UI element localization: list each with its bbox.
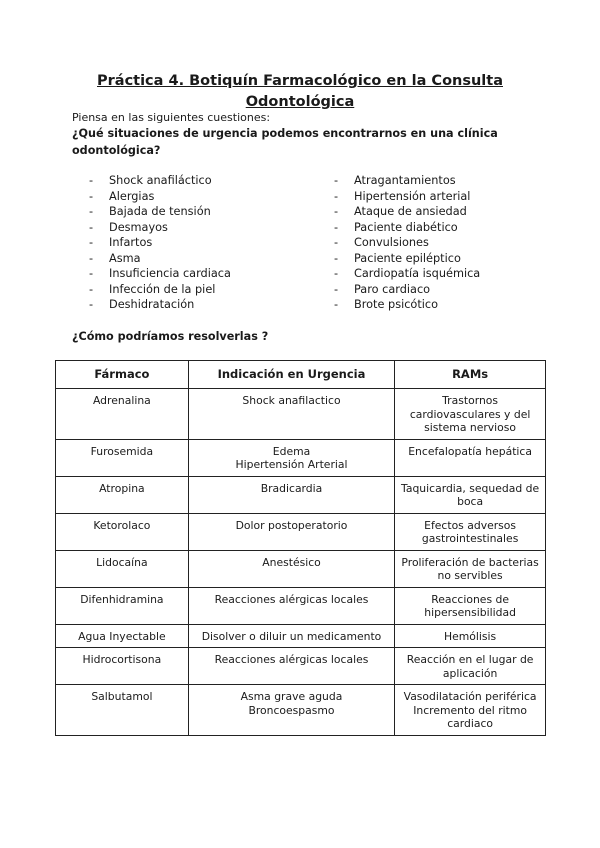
indication-cell (188, 513, 394, 550)
rams-cell-line: Taquicardia, sequedad de (401, 481, 540, 495)
rams-cell-line: Reacción en el lugar de (406, 653, 534, 666)
rams-cell (395, 685, 546, 736)
rams-cell (395, 550, 546, 587)
situation-left-item: - Infección de la piel (89, 282, 231, 298)
table-row (56, 513, 546, 550)
situation-right-item: - Cardiopatía isquémica (334, 266, 480, 282)
drug-cell: Atropina (56, 476, 189, 513)
indication-cell-line: Dolor postoperatorio (235, 518, 348, 532)
header-indication: Indicación en Urgencia (188, 361, 394, 389)
rams-cell (395, 513, 546, 550)
situation-left-item: - Alergias (89, 189, 231, 205)
drug-cell: Salbutamol (56, 685, 189, 736)
rams-cell-line: cardiaco (447, 717, 494, 730)
situation-right-item: - Paciente epiléptico (334, 251, 480, 267)
intro-text: Piensa en las siguientes cuestiones: (72, 111, 271, 124)
table-row (56, 587, 546, 624)
rams-cell-line: Vasodilatación periférica (403, 690, 537, 703)
rams-cell (395, 389, 546, 440)
question-1-line-2: odontológica? (72, 144, 161, 157)
indication-cell-line: Bradicardia (260, 481, 323, 495)
header-rams: RAMs (395, 361, 546, 389)
rams-cell-line: sistema nervioso (424, 421, 517, 434)
drug-cell: Hidrocortisona (56, 648, 189, 685)
drug-cell: Ketorolaco (56, 513, 189, 550)
indication-cell-line: Anestésico (262, 555, 321, 569)
table-row (56, 439, 546, 476)
indication-cell (188, 439, 394, 476)
rams-cell-line: no servibles (437, 569, 503, 582)
situation-right-item: - Hipertensión arterial (334, 189, 480, 205)
header-drug: Fármaco (56, 361, 189, 389)
situation-left-item: - Shock anafiláctico (89, 173, 231, 189)
drug-cell: Adrenalina (56, 389, 189, 440)
situation-right-item: - Ataque de ansiedad (334, 204, 480, 220)
indication-cell (188, 389, 394, 440)
situation-right-item: - Paro cardiaco (334, 282, 480, 298)
question-2: ¿Cómo podríamos resolverlas ? (72, 330, 269, 343)
indication-cell (188, 685, 394, 736)
indication-cell (188, 648, 394, 685)
indication-cell (188, 587, 394, 624)
indication-cell (188, 624, 394, 648)
indication-cell-line: Shock anafilactico (242, 394, 341, 407)
rams-cell (395, 439, 546, 476)
table-row (56, 476, 546, 513)
rams-cell-line: aplicación (442, 666, 498, 680)
drug-table (55, 360, 546, 736)
page-title (0, 71, 600, 113)
table-row (56, 624, 546, 648)
rams-cell (395, 648, 546, 685)
drug-cell: Difenhidramina (56, 587, 189, 624)
rams-cell-line: Proliferación de bacterias (401, 555, 539, 569)
rams-cell-line: Efectos adversos (424, 518, 517, 532)
rams-cell (395, 587, 546, 624)
indication-cell-line: Reacciones alérgicas locales (214, 653, 369, 666)
rams-cell-line: Reacciones de (431, 592, 509, 606)
indication-cell-line: Reacciones alérgicas locales (214, 592, 369, 606)
situations-list-left (89, 173, 231, 313)
situation-left-item: - Insuficiencia cardiaca (89, 266, 231, 282)
table-row (56, 389, 546, 440)
indication-cell-line: Asma grave aguda (240, 690, 343, 703)
drug-cell: Agua Inyectable (56, 624, 189, 648)
rams-cell-line: Encefalopatía hepática (408, 444, 532, 458)
rams-cell-line: Incremento del ritmo (413, 703, 527, 717)
situation-left-item: - Infartos (89, 235, 231, 251)
table-row (56, 685, 546, 736)
rams-cell-line: Hemólisis (444, 629, 497, 643)
situation-left-item: - Asma (89, 251, 231, 267)
situation-left-item: - Bajada de tensión (89, 204, 231, 220)
table-row (56, 550, 546, 587)
question-1 (72, 125, 498, 159)
situation-left-item: - Deshidratación (89, 297, 231, 313)
situation-left-item: - Desmayos (89, 220, 231, 236)
question-1-line-1: ¿Qué situaciones de urgencia podemos encontrarnos en una clínica (72, 127, 498, 140)
situation-right-item: - Paciente diabético (334, 220, 480, 236)
situation-right-item: - Brote psicótico (334, 297, 480, 313)
indication-cell (188, 550, 394, 587)
drug-cell: Lidocaína (56, 550, 189, 587)
rams-cell (395, 476, 546, 513)
rams-cell-line: boca (457, 495, 484, 508)
title-line-2: Odontológica (245, 94, 355, 110)
table-header-row (56, 361, 546, 389)
rams-cell-line: hipersensibilidad (424, 606, 516, 619)
rams-cell-line: gastrointestinales (421, 532, 519, 545)
table-row (56, 648, 546, 685)
situations-list-right (334, 173, 480, 313)
drug-cell: Furosemida (56, 439, 189, 476)
rams-cell-line: cardiovasculares y del (409, 407, 531, 421)
indication-cell-line: Edema (272, 444, 311, 458)
rams-cell-line: Trastornos (442, 394, 499, 407)
situation-right-item: - Convulsiones (334, 235, 480, 251)
rams-cell (395, 624, 546, 648)
situation-right-item: - Atragantamientos (334, 173, 480, 189)
indication-cell-line: Disolver o diluir un medicamento (201, 629, 382, 643)
indication-cell-line: Hipertensión Arterial (235, 458, 348, 471)
indication-cell (188, 476, 394, 513)
indication-cell-line: Broncoespasmo (248, 703, 335, 717)
title-line-1: Práctica 4. Botiquín Farmacológico en la Consulta (97, 73, 503, 89)
